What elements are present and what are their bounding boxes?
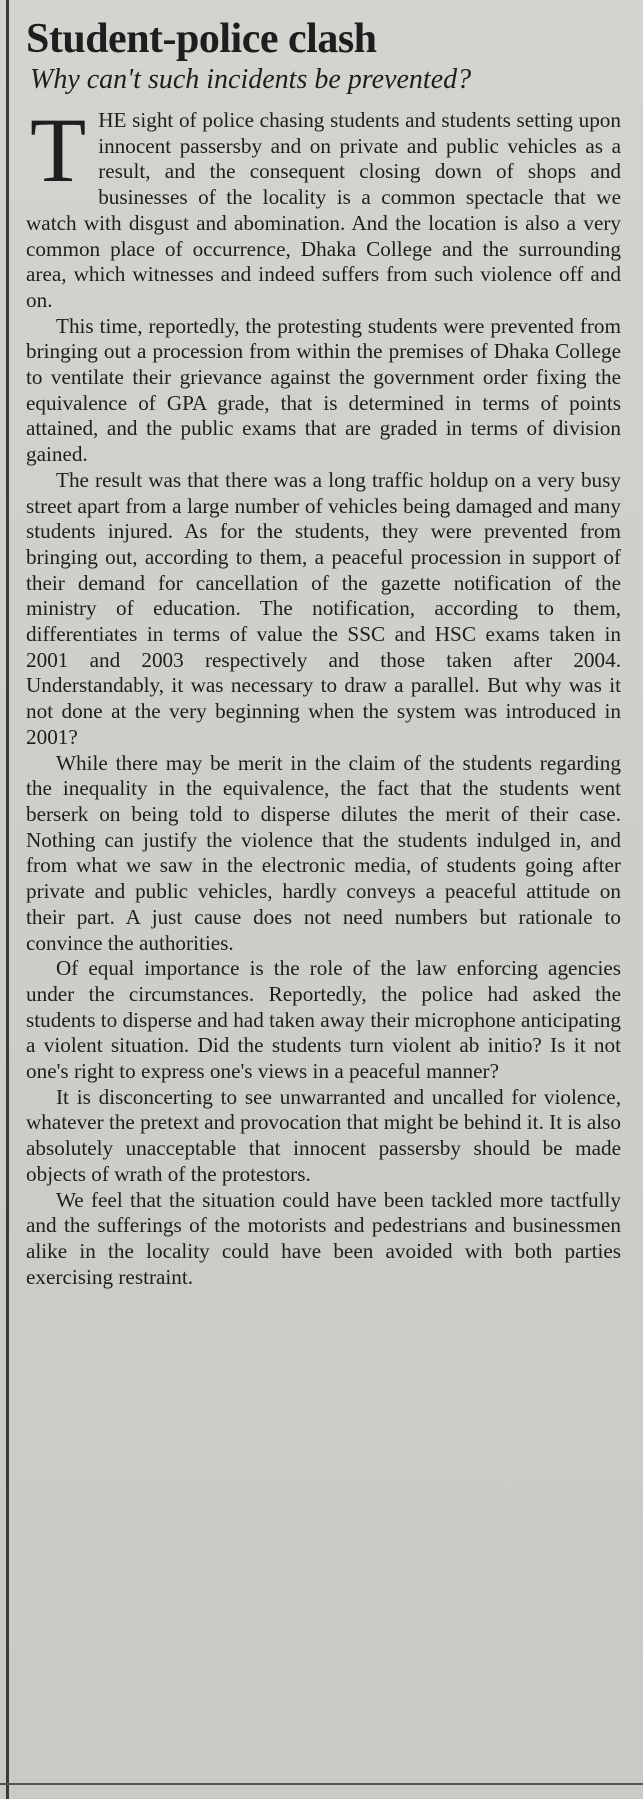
paragraph-2: This time, reportedly, the protesting students were prevented from bringing out a procession from within the premises of Dhaka College to ventilate their grievance against the government order fixing the equivalence of GPA grade, that is determined in terms of points attained, and the public exams that are graded in terms of division gained. (26, 313, 621, 467)
paragraph-4: While there may be merit in the claim of the students regarding the inequality in the equivalence, the fact that the students went berserk on being told to disperse dilutes the merit of their case. Nothing can justify the violence that the students indulged in, and from what we saw in the electronic media, of students going after private and public vehicles, hardly conveys a peaceful attitude on their part. A just cause does not need numbers but rationale to convince the authorities. (26, 750, 621, 955)
paragraph-5: Of equal importance is the role of the law enforcing agencies under the circumstances. Reportedly, the police had asked the students to disperse and had taken away their microphone anticipating a violent situation. Did the students turn violent ab initio? Is it not one's right to express one's views in a peaceful manner? (26, 956, 621, 1084)
paragraph-7: We feel that the situation could have been tackled more tactfully and the sufferings of the motorists and pedestrians and businessmen alike in the locality could have been avoided with both parties exercising restraint. (26, 1187, 621, 1289)
drop-cap: T (30, 99, 87, 201)
paragraph-6: It is disconcerting to see unwarranted and uncalled for violence, whatever the pretext and provocation that might be behind it. It is also absolutely unacceptable that innocent passersby should be made objects of wrath of the protestors. (26, 1084, 621, 1186)
headline: Student-police clash (26, 16, 377, 62)
column-rule (6, 0, 9, 1799)
paragraph-3: The result was that there was a long traffic holdup on a very busy street apart from a large number of vehicles being damaged and many students injured. As for the students, they were prevented from bringing out, according to them, a peaceful procession in support of their demand for cancellation of the gazette notification of the ministry of education. The notification, according to them, differentiates in terms of value the SSC and HSC exams taken in 2001 and 2003 respectively and those taken after 2004. Understandably, it was necessary to draw a parallel. But why was it not done at the very beginning when the system was introduced in 2001? (26, 467, 621, 749)
paragraph-1 (26, 99, 621, 314)
bottom-rule (0, 1783, 643, 1785)
paragraph-1-text: HE sight of police chasing students and students setting upon innocent passersby and on private and public vehicles as a result, and the consequent closing down of shops and businesses of the locality is a common spectacle that we watch with disgust and abomination. And the location is also a very common place of occurrence, Dhaka College and the surrounding area, which witnesses and indeed suffers from such violence off and on. (26, 108, 621, 312)
article-body (26, 99, 621, 1290)
subheadline: Why can't such incidents be prevented? (30, 64, 472, 95)
